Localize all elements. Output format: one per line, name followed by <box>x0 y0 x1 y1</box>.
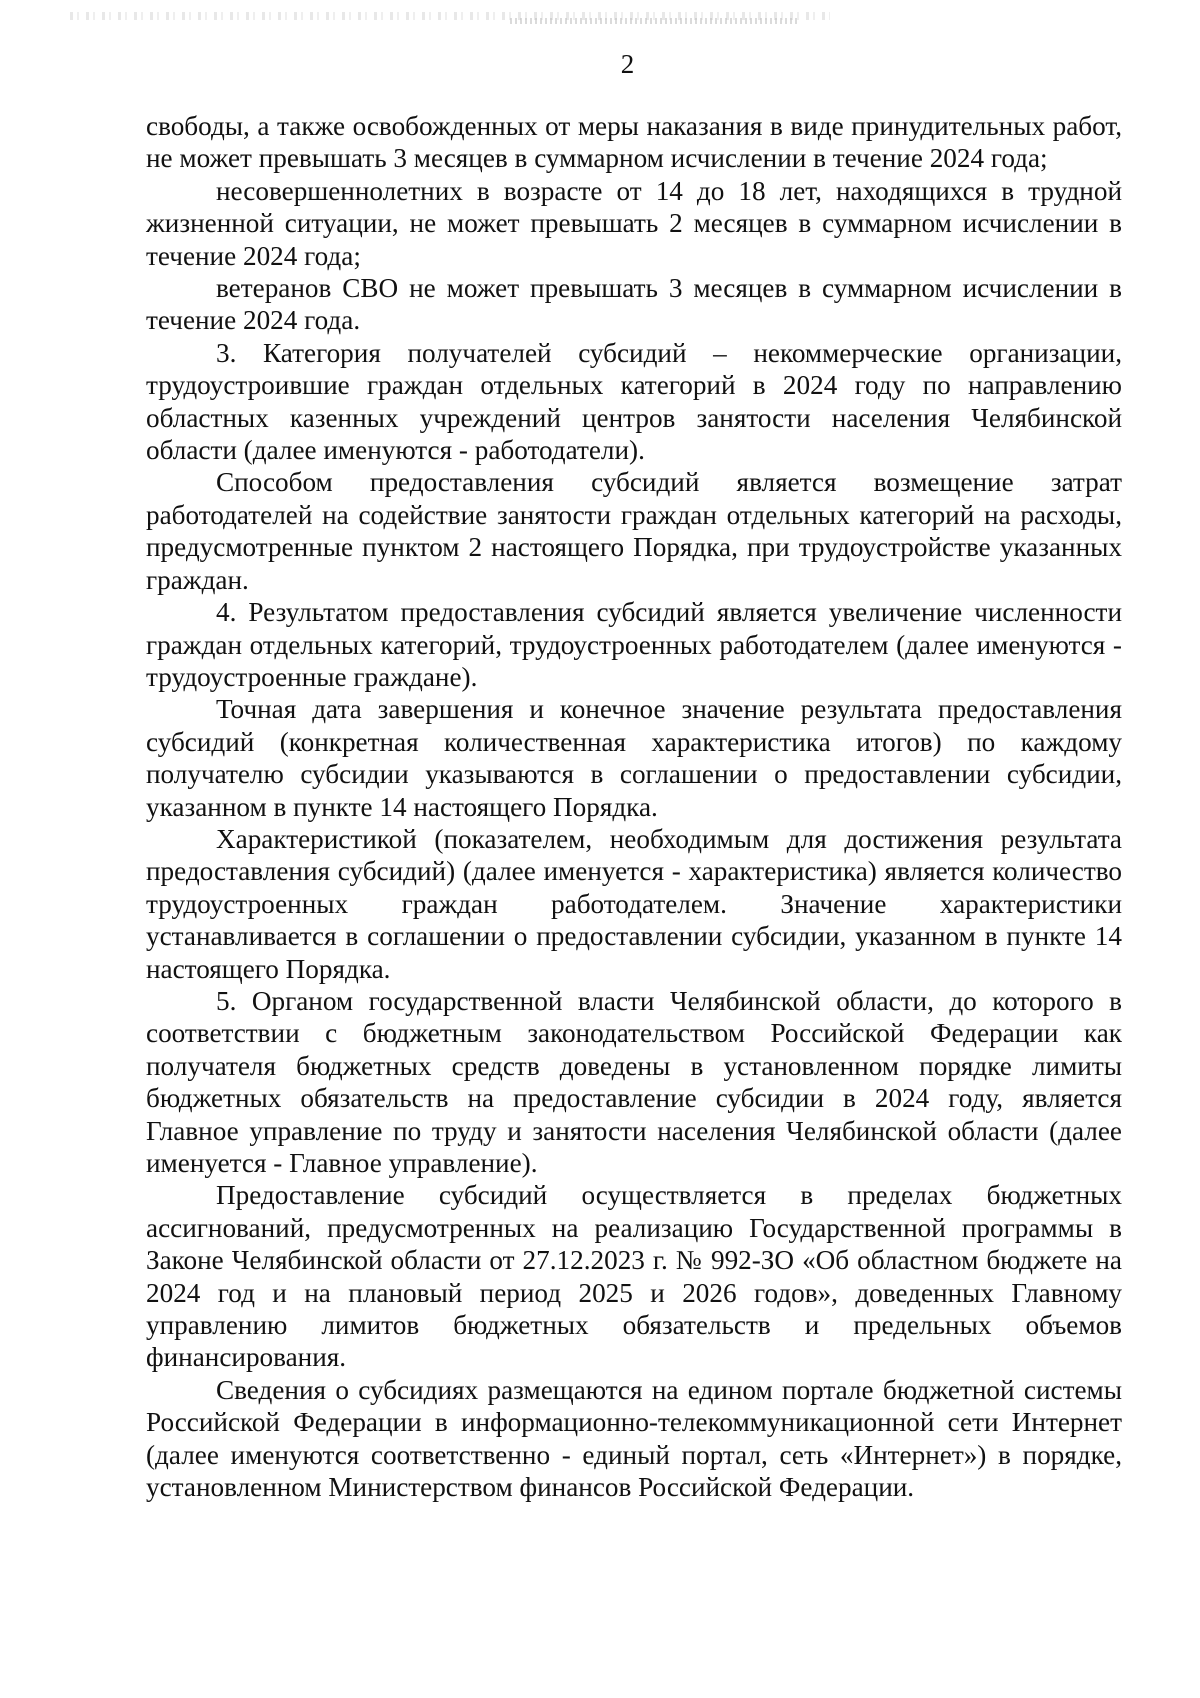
paragraph-item-4: 4. Результатом предоставления субсидий является увеличение численности граждан отдельных категорий, трудоустроенных работодателем (далее именуются - трудоустроенные граждане). <box>146 597 1122 692</box>
scan-artifact <box>510 18 800 24</box>
document-body <box>146 110 1122 1503</box>
paragraph: ветеранов СВО не может превышать 3 месяцев в суммарном исчислении в течение 2024 года. <box>146 273 1122 336</box>
paragraph: Характеристикой (показателем, необходимым для достижения результата предоставления субсидий) (далее именуется - характеристика) является количество трудоустроенных граждан работодателем. Значение характеристики устанавливается в соглашении о предоставлении субсидии, указанном в пункте 14 настоящего Порядка. <box>146 823 1122 984</box>
paragraph: несовершеннолетних в возрасте от 14 до 18 лет, находящихся в трудной жизненной ситуации, не может превышать 2 месяцев в суммарном исчислении в течение 2024 года; <box>146 175 1122 271</box>
paragraph: Сведения о субсидиях размещаются на едином портале бюджетной системы Российской Федерации в информационно-телекоммуникационной сети Интернет (далее именуются соответственно - единый портал, сеть «Интернет») в порядке, установленном Министерством финансов Российской Федерации. <box>146 1374 1122 1503</box>
paragraph-continuation: свободы, а также освобожденных от меры наказания в виде принудительных работ, не может превышать 3 месяцев в суммарном исчислении в течение 2024 года; <box>146 111 1122 174</box>
paragraph-item-5: 5. Органом государственной власти Челябинской области, до которого в соответствии с бюджетным законодательством Российской Федерации как получателя бюджетных средств доведены в установленном порядке лимиты бюджетных обязательств на предоставление субсидии в 2024 году, является Главное управление по труду и занятости населения Челябинской области (далее именуется - Главное управление). <box>146 985 1122 1178</box>
paragraph: Способом предоставления субсидий является возмещение затрат работодателей на содействие занятости граждан отдельных категорий на расходы, предусмотренные пунктом 2 настоящего Порядка, при трудоустройстве указанных граждан. <box>146 467 1122 595</box>
page-number: 2 <box>620 49 635 79</box>
paragraph: Предоставление субсидий осуществляется в пределах бюджетных ассигнований, предусмотренных на реализацию Государственной программы в Законе Челябинской области от 27.12.2023 г. № 992-ЗО «Об областном бюджете на 2024 год и на плановый период 2025 и 2026 годов», доведенных Главному управлению лимитов бюджетных обязательств и предельных объемов финансирования. <box>146 1180 1122 1373</box>
paragraph-item-3: 3. Категория получателей субсидий – некоммерческие организации, трудоустроившие граждан отдельных категорий в 2024 году по направлению областных казенных учреждений центров занятости населения Челябинской области (далее именуются - работодатели). <box>146 337 1122 466</box>
paragraph: Точная дата завершения и конечное значение результата предоставления субсидий (конкретная количественная характеристика итогов) по каждому получателю субсидии указываются в соглашении о предоставлении субсидии, указанном в пункте 14 настоящего Порядка. <box>146 694 1122 822</box>
